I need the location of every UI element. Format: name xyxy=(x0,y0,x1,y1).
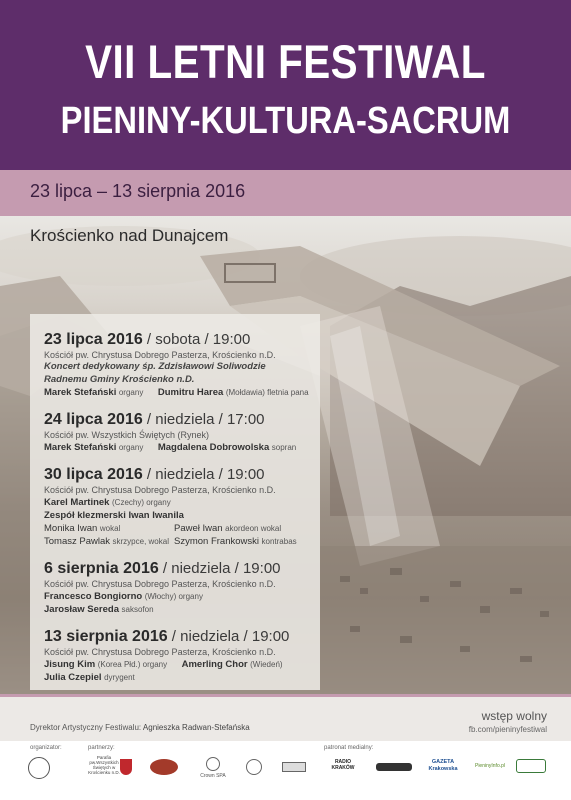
member-name: Paweł Iwan xyxy=(174,523,223,534)
event-venue: Kościół pw. Wszystkich Świętych (Rynek) xyxy=(44,430,210,440)
director-name: Agnieszka Radwan-Stefańska xyxy=(142,723,250,732)
media-label: patronat medialny: xyxy=(324,745,374,751)
sponsors-strip xyxy=(0,741,571,800)
member-name: Szymon Frankowski xyxy=(174,536,259,547)
event-date: 13 sierpnia 2016 xyxy=(44,628,168,645)
event-date: 23 lipca 2016 xyxy=(44,331,143,348)
performer-name: Marek Stefański xyxy=(44,387,117,398)
event-venue: Kościół pw. Chrystusa Dobrego Pasterza, Krościenko n.D. xyxy=(44,647,276,657)
radio-krakow-logo: RADIO KRAKÓW xyxy=(331,759,355,771)
performer-name: Jarosław Sereda xyxy=(44,604,119,615)
performers-line xyxy=(44,671,320,684)
event-venue: Kościół pw. Chrystusa Dobrego Pasterza, Krościenko n.D. xyxy=(44,485,276,495)
performer-name: Karel Martinek xyxy=(44,497,110,508)
artistic-director xyxy=(30,723,250,732)
member-role: skrzypce, wokal xyxy=(112,537,169,546)
gazeta-krakowska-logo: GAZETA Krakowska xyxy=(428,759,458,772)
poster-header xyxy=(0,0,571,170)
partner-logo-emblem xyxy=(246,759,262,775)
performer-role: (Włochy) organy xyxy=(144,592,203,601)
festival-subtitle: PIENINY-KULTURA-SACRUM xyxy=(60,100,511,142)
event-day-time: / niedziela / 19:00 xyxy=(142,466,265,483)
media-logo-green xyxy=(516,759,546,773)
performers-line xyxy=(44,496,320,509)
location-label: Krościenko nad Dunajcem xyxy=(30,226,229,245)
event-item xyxy=(44,627,320,684)
festival-title: VII LETNI FESTIWAL xyxy=(85,35,486,88)
event-date: 6 sierpnia 2016 xyxy=(44,560,159,577)
performer-name: Amerling Chor xyxy=(181,659,248,670)
performer-name: Marek Stefański xyxy=(44,442,117,453)
member-name: Monika Iwan xyxy=(44,523,98,534)
event-date: 24 lipca 2016 xyxy=(44,411,143,428)
member-name: Tomasz Pawlak xyxy=(44,536,110,547)
performer-role: saksofon xyxy=(121,605,154,614)
performer-role: sopran xyxy=(271,443,297,452)
event-day-time: / sobota / 19:00 xyxy=(142,331,251,348)
performer-role: (Korea Płd.) organy xyxy=(97,660,168,669)
partner-logo-banner xyxy=(282,762,306,772)
parish-logo: Parafia pw.Wszystkich Świętych w Krościenku n.D. xyxy=(88,755,120,775)
ensemble-name: Zespół klezmerski Iwan Iwanila xyxy=(44,510,184,521)
ensemble-members xyxy=(44,522,320,535)
organizer-logo xyxy=(28,757,50,779)
partner-logo-circle xyxy=(206,757,220,771)
performer-role: dyrygent xyxy=(104,673,135,682)
event-item xyxy=(44,465,320,548)
partner-logo-red xyxy=(150,759,178,775)
member-role: akordeon wokal xyxy=(225,524,282,533)
member-role: kontrabas xyxy=(261,537,297,546)
event-day-time: / niedziela / 19:00 xyxy=(167,628,290,645)
free-entry-label: wstęp wolny xyxy=(481,709,547,723)
media-logo-dark xyxy=(376,763,412,771)
performers-line xyxy=(44,441,320,454)
municipality-crest-icon xyxy=(120,759,132,775)
performer-role: (Czechy) organy xyxy=(112,498,171,507)
event-item xyxy=(44,330,320,399)
ensemble-members xyxy=(44,535,320,548)
performers-line xyxy=(44,658,320,671)
performers-line xyxy=(44,386,320,399)
organizer-label: organizator: xyxy=(30,745,62,751)
performer-name: Jisung Kim xyxy=(44,659,96,670)
member-role: wokal xyxy=(99,524,121,533)
event-item xyxy=(44,410,320,454)
performer-role: (Mołdawia) fletnia pana xyxy=(225,388,309,397)
performers-line xyxy=(44,590,320,603)
performer-role: organy xyxy=(118,443,144,452)
event-day-time: / niedziela / 17:00 xyxy=(142,411,265,428)
director-label: Dyrektor Artystyczny Festiwalu: xyxy=(30,723,142,732)
concert-schedule xyxy=(30,314,320,690)
performer-name: Julia Czepiel xyxy=(44,672,102,683)
festival-dates: 23 lipca – 13 sierpnia 2016 xyxy=(30,181,246,201)
event-dedication: Koncert dedykowany śp. Zdzisławowi Soliwodzie xyxy=(44,361,266,372)
performer-name: Francesco Bongiorno xyxy=(44,591,143,602)
footer-band xyxy=(0,694,571,741)
performer-name: Magdalena Dobrowolska xyxy=(157,442,270,453)
performer-role: (Wiedeń) xyxy=(250,660,283,669)
performer-role: organy xyxy=(118,388,144,397)
facebook-link[interactable]: fb.com/pieninyfestiwal xyxy=(468,725,547,734)
event-venue: Kościół pw. Chrystusa Dobrego Pasterza, Krościenko n.D. xyxy=(44,579,276,589)
pieniny-info-logo: PieninyInfo.pl xyxy=(474,763,506,769)
event-day-time: / niedziela / 19:00 xyxy=(158,560,281,577)
date-band xyxy=(0,170,571,216)
event-venue: Kościół pw. Chrystusa Dobrego Pasterza, Krościenko n.D. xyxy=(44,350,276,360)
performers-line xyxy=(44,603,320,616)
performer-name: Dumitru Harea xyxy=(157,387,224,398)
crown-spa-logo: Crown SPA xyxy=(200,773,226,779)
partners-label: partnerzy: xyxy=(88,745,115,751)
event-dedication-2: Radnemu Gminy Krościenko n.D. xyxy=(44,373,195,385)
event-date: 30 lipca 2016 xyxy=(44,466,143,483)
event-item xyxy=(44,559,320,616)
